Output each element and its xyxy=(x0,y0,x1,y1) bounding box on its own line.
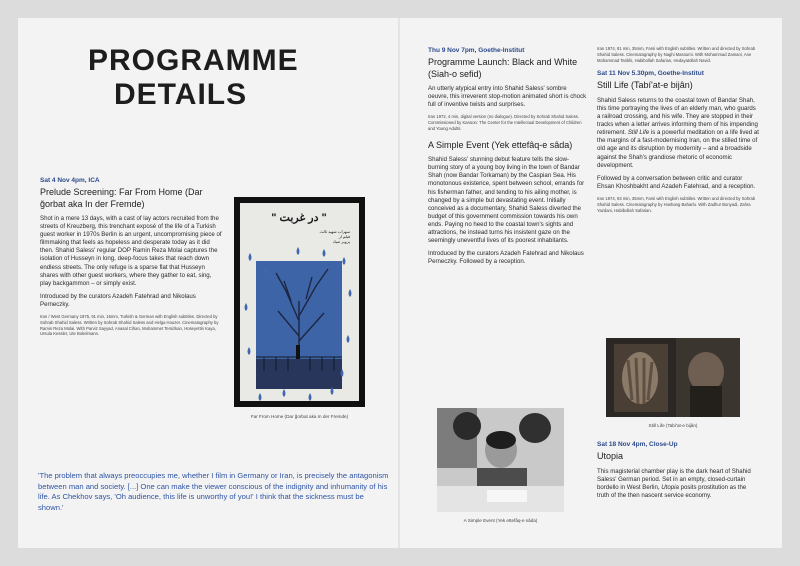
page-title-line1: PROGRAMME xyxy=(88,44,299,77)
event-description-part: Shahid Saless returns to the coastal town of Bandar Shah, this time portraying the lives of an elderly man, who guards a railroad crossing, and his wife. They are stopped in their tracks when a letter arrives informing them of his impending retirement. xyxy=(597,96,758,137)
event-description xyxy=(597,468,759,500)
film-title-italic: Utopia xyxy=(661,483,679,491)
event-description-part: This magisterial chamber play is the dark heart of Shahid Saless' German period. Set in an empty, closed-curtain bordello in West Berlin, xyxy=(597,467,751,491)
poster-rain-drops xyxy=(240,243,359,401)
event-date: Sat 18 Nov 4pm, Close-Up xyxy=(597,441,678,448)
poster-caption-text: Far From Home (Dar ğorbat aka In der Fremde) xyxy=(250,414,349,419)
film-title-italic: Still Life xyxy=(627,129,650,137)
photo-illustration xyxy=(437,408,564,512)
event-ica xyxy=(40,176,223,342)
still-life-caption xyxy=(606,420,740,429)
poster-caption xyxy=(234,411,365,420)
event-intro: Introduced by the curators Azadeh Fatehrad and Nikolaus Perneczky. xyxy=(40,292,196,308)
event-description: Shot in a mere 13 days, with a cast of lay actors recruited from the streets of Kreuzberg, this trenchant exposé of the life of a Turkish guest worker in 1970s Berlin is an urgent, uncompromising piece of filmmaking that feels as hopeless and desperate today as it did then. Shahid Saless' regular DOP Ramin Reza Molai captures the isolation of Husseyn in long, deep-focus takes that reach down endless streets. The only refuge is a sparse flat that Husseyn shares with other guest workers, where they gather to eat, sing, play backgammon – or simply exist. xyxy=(40,215,222,287)
still-life-caption-text: Still Life (Tabí'at-e bijân) xyxy=(648,423,698,428)
far-from-home-poster xyxy=(234,197,365,407)
event-title: Prelude Screening: Far From Home (Dar ğorbat aka In der Fremde) xyxy=(40,187,203,209)
event-credits: Iran 1972, 4 min, digital version (no dialogue). Directed by Sohrab Shahid Saless. Commissioned by Kanoon: The Center for the Intellectual Development of Children and Young Adults. xyxy=(428,114,582,131)
event-utopia xyxy=(597,440,759,505)
event-title: A Simple Event (Yek ettefâq-e sâda) xyxy=(428,139,573,150)
event-intro: Followed by a conversation between critic and curator Ehsan Khoshbakht and Azadeh Fatehrad, and a reception. xyxy=(597,174,756,190)
event-credits: Iran 1974, 81 min, 35mm, Farsi with English subtitles. Written and directed by Sohrab Shahid Saless. Cinematography by Naghi Masoumi. With Mohammad Zamani, Ane Mohammad Tarikhi, Habibollah Safarian, Hedayatollah Navid. xyxy=(597,46,756,63)
event-title: Utopia xyxy=(597,451,624,461)
pull-quote: 'The problem that always preoccupies me, whether I film in Germany or Iran, is precisely the antagonism between man and society. [...] One can make the viewer conscious of the indignity and inhumanity of his life. As Chekhov says, 'Oh audience, this life is unworthy of you!' I think that the sickness must be shown.' xyxy=(38,471,389,512)
event-credits: Iran 1974, 93 min, 35mm, Farsi with English subtitles. Written and directed by Sohrab Shahid Saless. Cinematography by Hushang Baharlu. With Zadhur Bonyadi, Zahra Yazdani, Habibollah Safarian. xyxy=(597,195,756,213)
event-date: Thu 9 Nov 7pm, Goethe-Institut xyxy=(428,47,525,54)
poster-script-title: " در غربت " xyxy=(271,212,327,224)
page-title xyxy=(88,44,299,112)
simple-event-caption xyxy=(437,515,564,524)
event-description-part: posits prostitution as the truth of the then nascent service economy. xyxy=(597,483,747,499)
photo-illustration xyxy=(606,338,740,417)
poster-script-sub: سهراب شهید ثالث فیلم از پرویز صیاد xyxy=(319,229,350,244)
event-credits: Iran / West Germany 1975, 91 min, 16mm, Turkish & German with English subtitles. Directed by Sohrab Shahid Saless. Written by Sohrab Shahid Saless and Helga Houzer. Cinematography by Ramin Reza Molai. With Parviz Sayyad, Anasal Cihan, Muhammet Temizkan, Hüseyettin Kaya, Ursula Kessler, Ute Bokelmann. xyxy=(40,314,219,337)
event-description-part: is a powerful meditation on a life lived at the margins of a fast-modernising Iran, on the stilled time of old age and its disruption by modernity – and a broadside against the Shah's grandiose rhetoric of economic development. xyxy=(597,129,759,169)
event-title: Still Life (Tabí'at-e bijân) xyxy=(597,80,693,91)
event-description: Shahid Saless' stunning debut feature tells the slow-burning story of a young boy living in the town of Bandar Shah (now Bandar Torkaman) by the Caspian Sea. His monotonous existence, spent between school, errands for his fisherman father, and tending to his ailing mother, is changed by a simple but devastating event. Initially conceived as a documentary, Shahid Saless diverted the budget of this government commission towards his own ends. Paying no heed to the coastal town's sights and attractions, he instead turns his insistent gaze on the seemingly uneventful lives of its poorest inhabitants. xyxy=(428,156,585,245)
still-life-image xyxy=(606,338,740,417)
column-right xyxy=(597,46,759,218)
event-description: An utterly atypical entry into Shahid Saless' sombre oeuvre, this irreverent stop-motion animated short is chock full of inventive twists and surprises. xyxy=(428,85,587,109)
simple-event-caption-text: A Simple Event (Yek ettefâq-e sâda) xyxy=(463,518,538,523)
event-date: Sat 4 Nov 4pm, ICA xyxy=(40,177,100,184)
a-simple-event-still xyxy=(437,408,564,512)
event-title: Programme Launch: Black and White (Siah-o sefid) xyxy=(428,57,578,79)
event-intro: Introduced by the curators Azadeh Fatehrad and Nikolaus Perneczky. Followed by a reception. xyxy=(428,250,584,266)
event-description xyxy=(597,97,759,170)
poster-paper xyxy=(240,203,359,401)
event-date: Sat 11 Nov 5.30pm, Goethe-Institut xyxy=(597,70,704,78)
page-title-line2: DETAILS xyxy=(114,78,248,111)
column-middle xyxy=(428,46,588,271)
